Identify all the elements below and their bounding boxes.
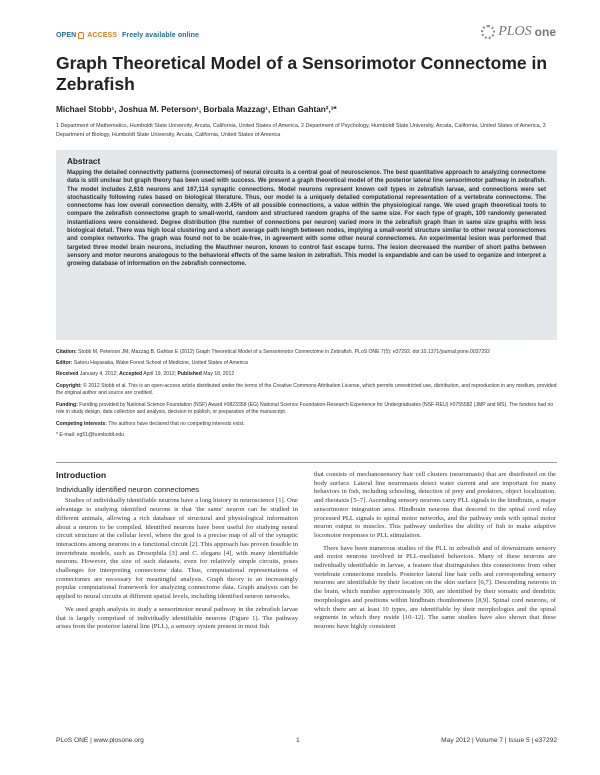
open-lock-icon xyxy=(78,32,84,39)
journal-header xyxy=(56,24,556,46)
abstract-text: Mapping the detailed connectivity patterns (connectomes) of neural circuits is a central goal of neuroscience. The best quantitative approach to analyzing connectome data is still unclear but graph theory has been used with success. We present a graph theoretical model of the posterior lateral line sensorimotor pathway in zebrafish. The model includes 2,616 neurons and 167,114 synaptic connections. Model neurons represent known cell types in zebrafish larvae, and connections were set stochastically following rules based on biological literature. Thus, our model is a uniquely detailed computational representation of a vertebrate connectome. The connectome has low overall connection density, with 2.45% of all possible connections, a value within the physiological range. We used graph theoretical tools to compare the zebrafish connectome graph to small-world, random and structured random graphs of the same size. For each type of graph, 100 randomly generated instantiations were considered. Degree distribution (the number of connections per neuron) varied more in the zebrafish graph than in same size graphs with less biological detail. There was high local clustering and a short average path length between nodes, implying a small-world structure similar to other neural connectomes and complex networks. The graph was found not to be scale-free, in agreement with some other neural connectomes. An experimental lesion was performed that targeted three model brain neurons, including the Mauthner neuron, known to control fast escape turns. The lesion decreased the number of short paths between sensory and motor neurons analogous to the behavioral effects of the same lesion in zebrafish. This model is expandable and can be used to organize and interpret a growing database of information on the zebrafish connectome. xyxy=(67,170,546,268)
open-access-badge xyxy=(56,32,199,39)
abstract-heading: Abstract xyxy=(67,157,101,166)
email-line: * E-mail: eg51@humboldt.edu xyxy=(56,431,125,438)
footer-journal: PLoS ONE | www.plosone.org xyxy=(56,737,144,744)
paragraph: There have been numerous studies of the PLL in zebrafish and of downstream sensory and motor neurons involved in PLL-mediated behaviors. Many of these neurons are individually identifiable in larvae, a feature that distinguishes this connectome from other vertebrate connectome models. Posterior lateral line hair cells and corresponding sensory neurons are identifiable by their location on the skin surface [6,7]. Descending neurons in the brain, which number approximately 300, are identified by their somatic and dendritic morphologies and positions within hindbrain rhombomeres [8,9]. Spinal cord neurons, of which there are at least 10 types, are identifiable by their morphologies and the spinal segments in which they reside [10–12]. The same studies have also shown that these neurons have highly consistent xyxy=(314,544,556,630)
body-column-left xyxy=(56,471,298,636)
article-title: Graph Theoretical Model of a Sensorimotor Connectome in Zebrafish xyxy=(56,53,548,94)
page-footer xyxy=(56,737,557,749)
citation-line: Citation: Stobb M, Peterson JM, Mazzag B, Gahtan E (2012) Graph Theoretical Model of a Sensorimotor Connectome in Zebrafish. PLoS ONE 7(5): e37292. doi:10.1371/journal.pone.0037292 xyxy=(56,349,490,355)
article-metadata xyxy=(56,349,557,443)
author-list: Michael Stobb¹, Joshua M. Peterson¹, Borbala Mazzag¹, Ethan Gahtan²,³* xyxy=(56,105,337,114)
affiliations: 1 Department of Mathematics, Humboldt State University, Arcata, California, United States of America, 2 Department of Psychology, Humboldt State University, Arcata, California, United States of America, 3 Department of Biology, Humboldt State University, Arcata, California, United States of America xyxy=(56,123,546,138)
body-column-right xyxy=(314,471,556,636)
open-label: OPEN xyxy=(56,32,77,39)
access-label: ACCESS xyxy=(87,32,118,39)
freely-available-label: Freely available online xyxy=(122,32,200,39)
subsection-heading: Individually identified neuron connectomes xyxy=(56,484,200,494)
copyright-line: Copyright: © 2012 Stobb et al. This is an open-access article distributed under the terms of the Creative Commons Attribution License, which permits unrestricted use, distribution, and reproduction in any medium, provided the original author and source are credited. xyxy=(56,382,557,397)
abstract-box xyxy=(56,150,557,340)
footer-issue: May 2012 | Volume 7 | Issue 5 | e37292 xyxy=(441,737,557,744)
page-number: 1 xyxy=(296,737,300,744)
dates-line: Received January 4, 2012; Accepted April 19, 2012; Published May 18, 2012 xyxy=(56,371,235,378)
paragraph: We used graph analysis to study a sensorimotor neural pathway in the zebrafish larvae that is largely comprised of individually identifiable neurons (Figure 1). The pathway arises from the posterior lateral line (PLL), a sensory system present in most fish xyxy=(56,605,298,631)
paragraph: that consists of mechanosensory hair cell clusters (neuromasts) that are distributed on the body surface. Lateral line neuromasts detect water current and are important for many behaviors in fish, including schooling, detection of prey and predators, object localization, and rheotaxis [5–7]. Ascending sensory neurons carry PLL signals to the hindbrain, a major sensorimotor integration area. Hindbrain neurons that descend to the spinal cord relay processed PLL signals to spinal motor networks, and the pathway ends with spinal motor neuron output to muscles. This pathway underlies the ability of fish to make adaptive locomotor responses to PLL stimulation. xyxy=(314,471,556,539)
section-divider xyxy=(56,462,557,463)
competing-interests-line: Competing Interests: The authors have declared that no competing interests exist. xyxy=(56,420,245,427)
plos-logo-icon xyxy=(481,25,495,39)
paragraph: Studies of individually identifiable neurons have a long history in neuroscience [1]. One advantage to studying identified neurons is that 'the same' neuron can be studied in different animals, allowing a rich database of structural and physiological information about a neuron to be compiled. Identified neurons have been useful for studying neural circuit structure at the cellular level, where the goal is a precise map of all of the synaptic interactions among neurons in a functional circuit [2]. This approach has proven feasible in invertebrate models, such as Drosophila [3] and C. elegans [4], with many identifiable neurons. However, the size of such datasets, even for relatively simple circuits, poses challenges for interpreting connectome data. Thus, computational representations of connectomes are necessary for meaningful analysis. Graph theory is an increasingly popular computational framework for analyzing connectome data. Graph analysis can be applied to neural circuits at different spatial levels, including identified neuron networks. xyxy=(56,497,298,601)
editor-line: Editor: Satoru Hayasaka, Wake Forest School of Medicine, United States of America xyxy=(56,360,248,367)
introduction-heading: Introduction xyxy=(56,470,107,480)
logo-plos-text: PLOS xyxy=(498,24,532,39)
journal-logo xyxy=(481,24,556,40)
logo-one-text: one xyxy=(534,25,556,39)
funding-line: Funding: Funding provided by National Science Foundation (NSF) Award #0823358 (EG) National Science Foundation-Research Experience for Undergraduates (NSF-REU) #0755582 (JMP and MS). The funders had no role in study design, data collection and analysis, decision to publish, or preparation of the manuscript. xyxy=(56,401,554,416)
